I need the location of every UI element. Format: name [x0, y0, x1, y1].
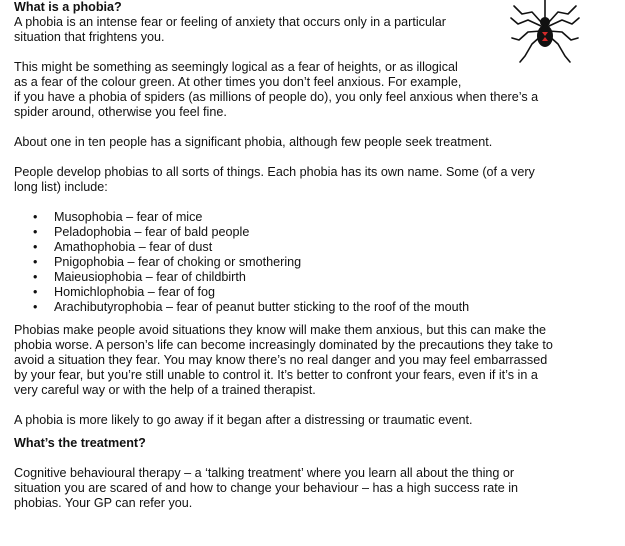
- bullet-icon: •: [33, 300, 38, 314]
- intro-line: situation that frightens you.: [14, 30, 165, 44]
- bullet-icon: •: [33, 255, 38, 269]
- list-item: [14, 225, 614, 240]
- list-item-text: Maieusiophobia – fear of childbirth: [54, 270, 246, 284]
- section-heading: What’s the treatment?: [14, 436, 146, 450]
- phobia-list: [14, 210, 614, 315]
- paragraph-line: by your fear, but you’re still unable to control it. It’s better to confront your fears, even if it’s in a: [14, 368, 538, 382]
- paragraph-line: This might be something as seemingly logical as a fear of heights, or as illogical: [14, 60, 458, 74]
- list-item-text: Homichlophobia – fear of fog: [54, 285, 216, 299]
- treatment-paragraph: [14, 466, 614, 511]
- paragraph-line: Phobias make people avoid situations they know will make them anxious, but this can make the: [14, 323, 547, 337]
- phobia-names-paragraph: [14, 165, 614, 195]
- page-title: What is a phobia?: [14, 0, 122, 14]
- list-item: [14, 285, 614, 300]
- paragraph-line: as a fear of the colour green. At other times you don’t feel anxious. For example,: [14, 75, 462, 89]
- bullet-icon: •: [33, 270, 38, 284]
- paragraph-line: situation you are scared of and how to change your behaviour – has a high success rate in: [14, 481, 519, 495]
- list-item: [14, 255, 614, 270]
- paragraph-line: avoid a situation they fear. You may know there’s no real danger and you may feel embarrassed: [14, 353, 548, 367]
- list-item-text: Pnigophobia – fear of choking or smothering: [54, 255, 302, 269]
- list-item-text: Musophobia – fear of mice: [54, 210, 203, 224]
- list-item-text: Amathophobia – fear of dust: [54, 240, 213, 254]
- paragraph-line: long list) include:: [14, 180, 108, 194]
- recovery-paragraph: A phobia is more likely to go away if it began after a distressing or traumatic event.: [14, 413, 473, 427]
- avoidance-paragraph: [14, 323, 614, 398]
- paragraph-line: very careful way or with the help of a trained therapist.: [14, 383, 316, 397]
- bullet-icon: •: [33, 285, 38, 299]
- paragraph-line: if you have a phobia of spiders (as millions of people do), you only feel anxious when there’s a: [14, 90, 539, 104]
- intro-line: A phobia is an intense fear or feeling of anxiety that occurs only in a particular: [14, 15, 446, 29]
- list-item-text: Peladophobia – fear of bald people: [54, 225, 250, 239]
- list-item: [14, 270, 614, 285]
- paragraph-line: Cognitive behavioural therapy – a ‘talking treatment’ where you learn all about the thing or: [14, 466, 515, 480]
- spider-icon: [510, 0, 580, 72]
- bullet-icon: •: [33, 225, 38, 239]
- list-item: [14, 210, 614, 225]
- document-page: [14, 0, 614, 511]
- bullet-icon: •: [33, 240, 38, 254]
- paragraph-line: phobias. Your GP can refer you.: [14, 496, 193, 510]
- list-item: [14, 240, 614, 255]
- list-item-text: Arachibutyrophobia – fear of peanut butter sticking to the roof of the mouth: [54, 300, 470, 314]
- paragraph-line: People develop phobias to all sorts of things. Each phobia has its own name. Some (of a very: [14, 165, 535, 179]
- paragraph-line: phobia worse. A person’s life can become increasingly dominated by the precautions they take to: [14, 338, 553, 352]
- paragraph-line: spider around, otherwise you feel fine.: [14, 105, 227, 119]
- list-item: [14, 300, 614, 315]
- prevalence-paragraph: About one in ten people has a significant phobia, although few people seek treatment.: [14, 135, 493, 149]
- bullet-icon: •: [33, 210, 38, 224]
